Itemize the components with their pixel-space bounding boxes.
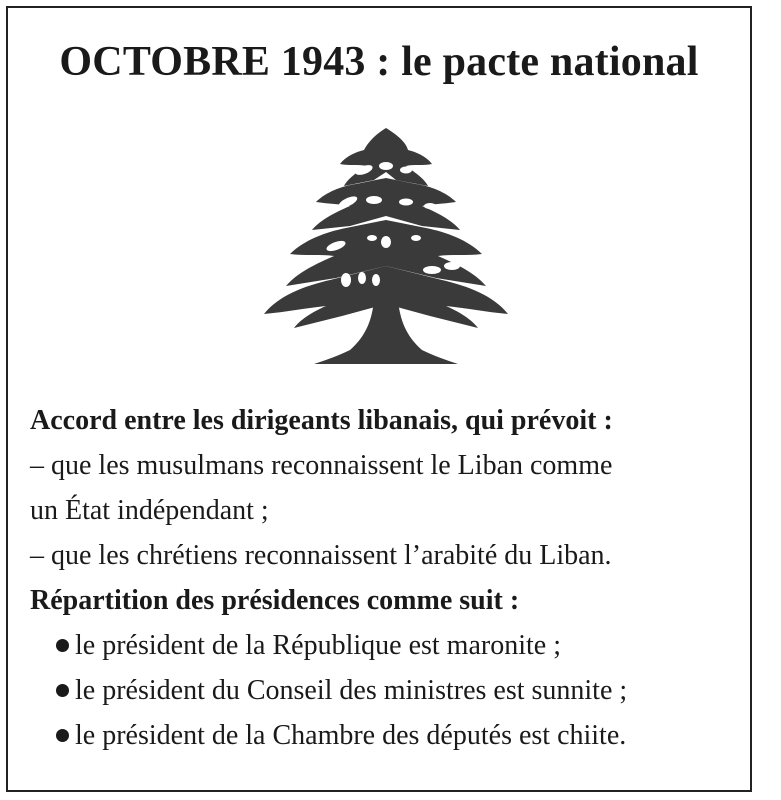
repartition-heading: Répartition des présidences comme suit : <box>30 585 520 616</box>
cedar-tree-icon <box>246 120 526 370</box>
accord-line: un État indépendant ; <box>30 495 269 526</box>
list-item-text: le président de la Chambre des députés est chiite. <box>75 720 627 751</box>
bullet-icon <box>56 729 69 742</box>
bullet-icon <box>56 684 69 697</box>
pact-text <box>30 398 750 758</box>
presidencies-list <box>30 623 750 758</box>
bullet-icon <box>56 639 69 652</box>
list-item <box>56 623 750 668</box>
list-item-text: le président de la République est maronite ; <box>75 630 561 661</box>
list-item <box>56 713 750 758</box>
page-title: OCTOBRE 1943 : le pacte national <box>59 39 699 85</box>
list-item-text: le président du Conseil des ministres est sunnite ; <box>75 675 628 706</box>
accord-heading: Accord entre les dirigeants libanais, qui prévoit : <box>30 405 613 436</box>
document-frame <box>6 6 752 792</box>
accord-line: – que les musulmans reconnaissent le Liban comme <box>30 450 613 481</box>
accord-line: – que les chrétiens reconnaissent l’arabité du Liban. <box>30 540 612 571</box>
list-item <box>56 668 750 713</box>
